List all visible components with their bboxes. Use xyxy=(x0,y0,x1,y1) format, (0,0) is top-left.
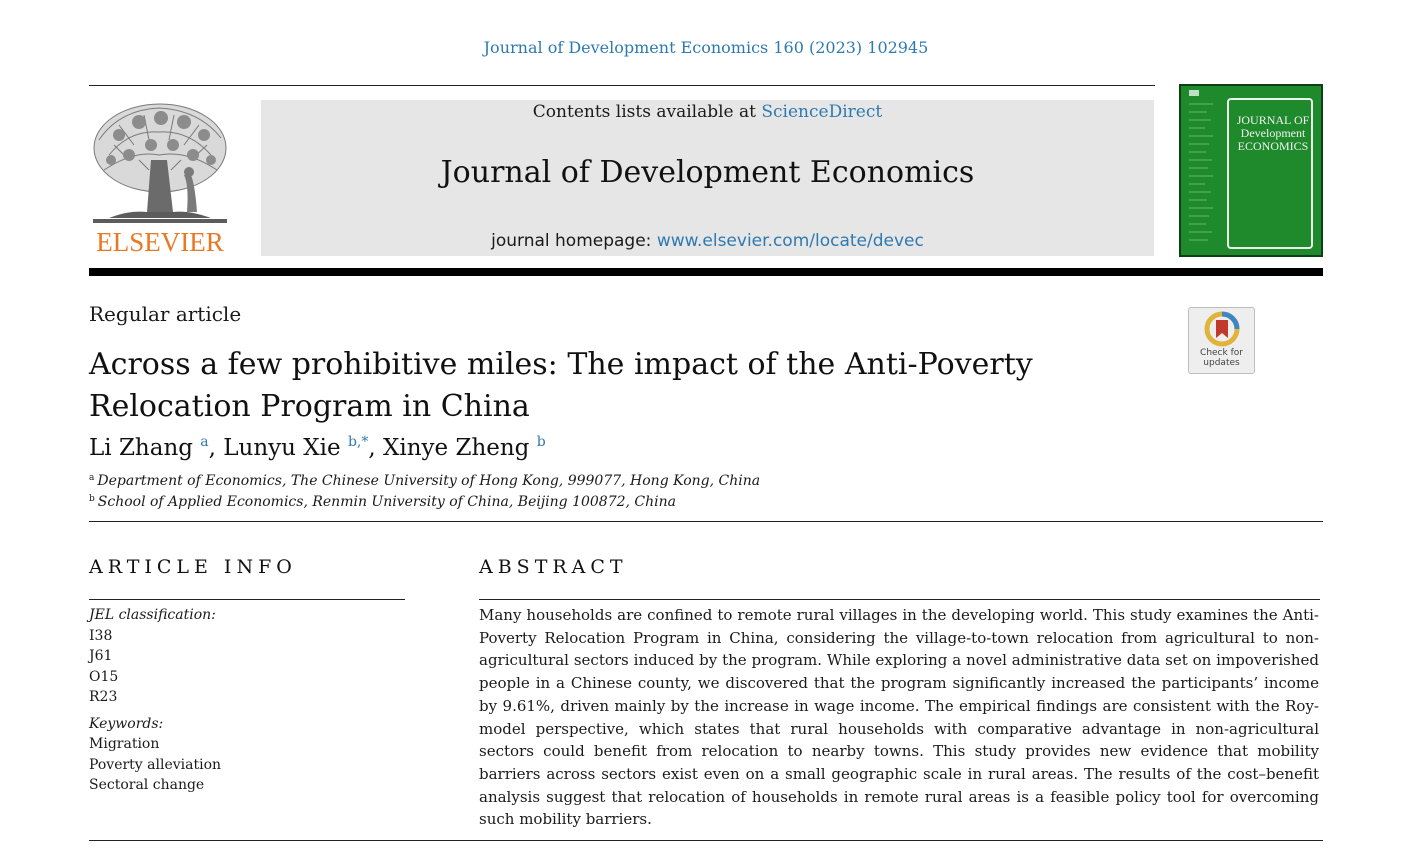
check-for-updates-button[interactable] xyxy=(1188,307,1255,374)
cover-pattern-icon xyxy=(1187,100,1217,246)
contents-availability xyxy=(261,102,1154,122)
jel-code: R23 xyxy=(89,689,118,705)
affiliation-text: School of Applied Economics, Renmin University of China, Beijing 100872, China xyxy=(97,494,676,510)
keyword: Sectoral change xyxy=(89,777,205,793)
abstract-text: Many households are confined to remote rural villages in the developing world. This study examines the Anti-Poverty Relocation Program in China, considering the village-to-town relocation from agricultural to non-agricultural sectors induced by the program. While exploring a novel administrative data set on impoverished people in a Chinese county, we discovered that the program significantly increased the participants’ income by 9.61%, driven mainly by the increase in wage income. The empirical findings are consistent with the Roy-model perspective, which states that rural households with comparative advantage in non-agricultural sectors could benefit from relocation to nearby towns. This study provides new evidence that mobility barriers across sectors exist even on a small geographic scale in rural areas. The results of the cost–benefit analysis suggest that relocation of households in remote rural areas is a feasible policy tool for overcoming such mobility barriers. xyxy=(479,606,1319,829)
check-updates-line-2: updates xyxy=(1203,358,1240,368)
jel-code: I38 xyxy=(89,627,113,644)
journal-citation[interactable]: Journal of Development Economics 160 (2023) 102945 xyxy=(483,38,929,57)
cover-title-line-3: ECONOMICS xyxy=(1237,139,1309,153)
author-name[interactable]: Li Zhang xyxy=(89,435,193,461)
top-rule xyxy=(89,85,1155,86)
article-type: Regular article xyxy=(89,302,242,326)
jel-label: JEL classification: xyxy=(89,607,216,623)
bottom-rule xyxy=(89,840,1323,841)
check-updates-line-1: Check for xyxy=(1200,348,1243,358)
abstract-heading: ABSTRACT xyxy=(479,556,628,578)
homepage-link[interactable]: www.elsevier.com/locate/devec xyxy=(656,231,924,251)
journal-banner xyxy=(261,100,1154,256)
author-affiliation-mark[interactable]: b xyxy=(536,434,546,450)
keywords-label: Keywords: xyxy=(89,715,164,732)
journal-homepage xyxy=(261,231,1154,251)
keyword: Migration xyxy=(89,736,160,752)
header-thick-rule xyxy=(89,268,1323,276)
contents-prefix: Contents lists available at xyxy=(532,102,756,122)
cover-title-line-2: Development xyxy=(1240,126,1306,140)
article-info-heading: ARTICLE INFO xyxy=(89,556,297,578)
author-list: Li Zhang $^a$, Lunyu Xie $^{b,*}$, Xinye Zheng $^b$ xyxy=(89,434,546,461)
check-updates-label xyxy=(1189,348,1254,368)
affiliation-mark: a xyxy=(89,473,95,483)
elsevier-wordmark: ELSEVIER xyxy=(96,227,224,257)
jel-code: O15 xyxy=(89,668,119,685)
cover-publisher-mark xyxy=(1189,90,1199,96)
homepage-prefix: journal homepage: xyxy=(491,231,652,251)
author-affiliation-mark[interactable]: a xyxy=(200,434,209,450)
elsevier-logo[interactable] xyxy=(89,100,231,258)
affiliation xyxy=(89,473,760,489)
article-title: Across a few prohibitive miles: The impact of the Anti-Poverty Relocation Program in China xyxy=(89,347,1033,424)
author-name[interactable]: Lunyu Xie xyxy=(223,435,341,461)
elsevier-tree-icon xyxy=(89,100,231,225)
sciencedirect-link[interactable]: ScienceDirect xyxy=(761,102,883,122)
article-info-rule xyxy=(89,599,405,600)
affiliation-text: Department of Economics, The Chinese University of Hong Kong, 999077, Hong Kong, China xyxy=(97,473,761,489)
article-info xyxy=(89,605,409,796)
author-affiliation-mark[interactable]: b,* xyxy=(347,434,369,450)
jel-code: J61 xyxy=(89,648,113,664)
section-rule xyxy=(89,521,1323,522)
journal-title: Journal of Development Economics xyxy=(440,155,975,190)
cover-title-line-1: JOURNAL OF xyxy=(1236,113,1310,127)
abstract-rule xyxy=(479,599,1320,600)
keyword: Poverty alleviation xyxy=(89,756,222,773)
journal-cover[interactable] xyxy=(1179,84,1323,257)
affiliation-mark: b xyxy=(89,494,95,504)
check-updates-icon xyxy=(1189,308,1256,348)
author-name[interactable]: Xinye Zheng xyxy=(383,435,530,461)
cover-frame xyxy=(1227,98,1313,249)
affiliation xyxy=(89,494,676,510)
cover-title xyxy=(1233,114,1313,153)
